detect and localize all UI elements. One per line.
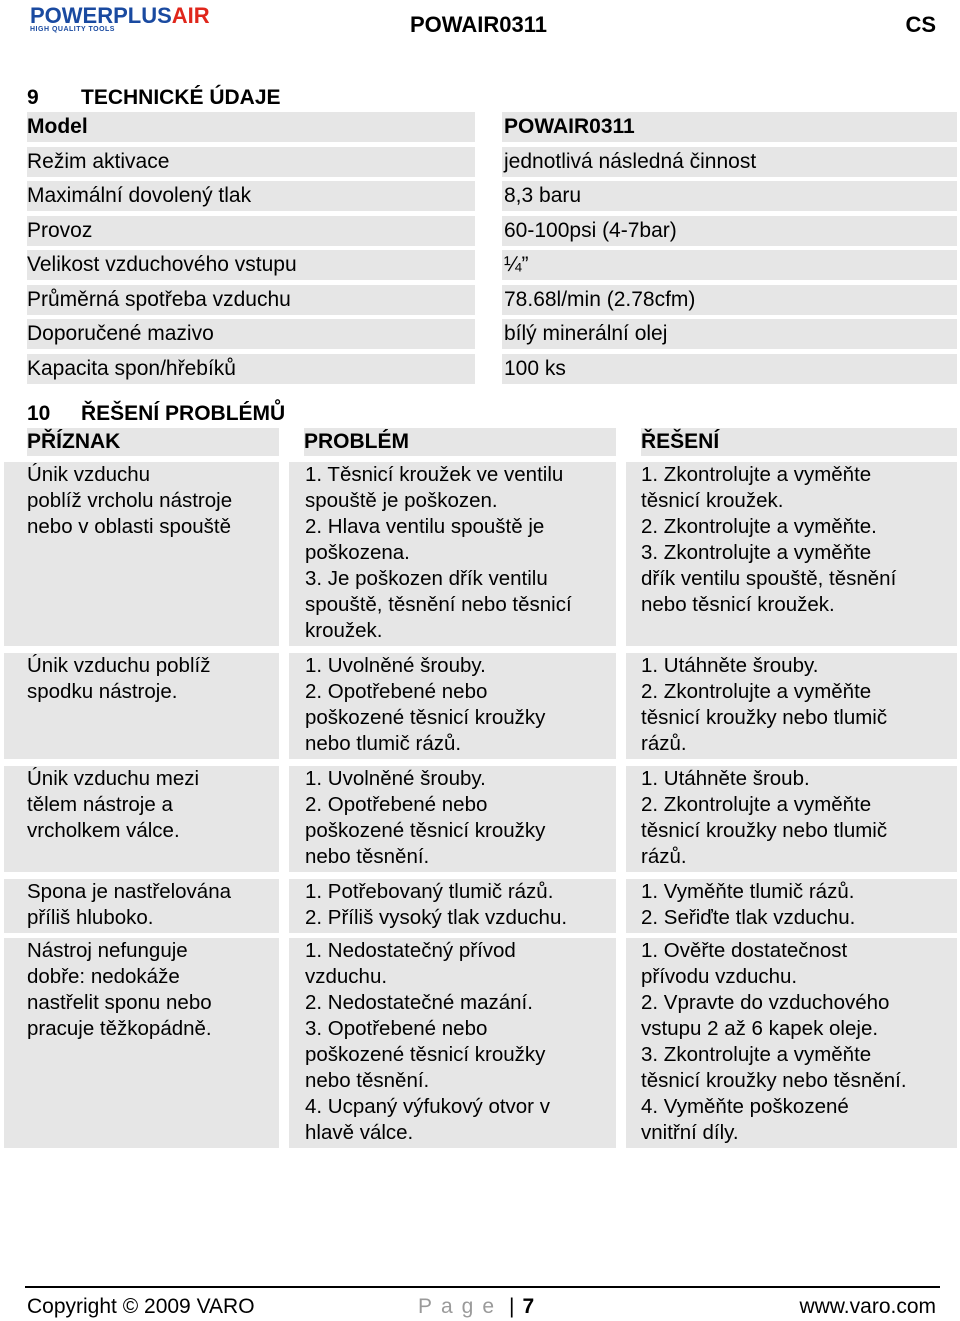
section-10-title: ŘEŠENÍ PROBLÉMŮ <box>81 402 286 425</box>
tech-label: Průměrná spotřeba vzduchu <box>27 285 475 315</box>
problem-cell: 1. Těsnicí kroužek ve ventilu spouště je poškozen. 2. Hlava ventilu spouště je poškozena. 3. Je poškozen dřík ventilu spouště, těsnění nebo těsnicí kroužek. <box>289 462 616 646</box>
tech-value: bílý minerální olej <box>502 319 957 349</box>
column-header-symptom: PŘÍZNAK <box>27 428 279 456</box>
symptom-cell: Spona je nastřelována příliš hluboko. <box>4 879 279 933</box>
tech-value: POWAIR0311 <box>502 112 957 142</box>
logo-tagline: HIGH QUALITY TOOLS <box>30 26 115 33</box>
footer-rule <box>25 1286 940 1288</box>
tech-row <box>27 319 957 349</box>
tech-label: Kapacita spon/hřebíků <box>27 354 475 384</box>
section-10-heading <box>27 402 285 426</box>
header-language: CS <box>905 12 936 37</box>
tech-row <box>27 147 957 177</box>
tech-value: 100 ks <box>502 354 957 384</box>
column-header-solution: ŘEŠENÍ <box>641 428 957 456</box>
problem-cell: 1. Uvolněné šrouby. 2. Opotřebené nebo poškozené těsnicí kroužky nebo těsnění. <box>289 766 616 872</box>
solution-cell: 1. Utáhněte šrouby. 2. Zkontrolujte a vyměňte těsnicí kroužky nebo tlumič rázů. <box>626 653 957 759</box>
section-10-number: 10 <box>27 402 51 425</box>
logo-accent: AIR <box>171 3 210 28</box>
symptom-cell: Únik vzduchu poblíž spodku nástroje. <box>4 653 279 759</box>
troubleshooting-header <box>27 428 957 456</box>
footer-copyright: Copyright © 2009 VARO <box>27 1295 255 1318</box>
solution-cell: 1. Ověřte dostatečnost přívodu vzduchu. 2. Vpravte do vzduchového vstupu 2 až 6 kapek oleje. 3. Zkontrolujte a vyměňte těsnicí kroužky nebo těsnění. 4. Vyměňte poškozené vnitřní díly. <box>626 938 957 1148</box>
tech-row <box>27 250 957 280</box>
page-separator: | <box>509 1295 515 1318</box>
page-number: 7 <box>522 1295 535 1318</box>
symptom-cell: Nástroj nefunguje dobře: nedokáže nastřelit sponu nebo pracuje těžkopádně. <box>4 938 279 1148</box>
tech-row <box>27 354 957 384</box>
solution-cell: 1. Utáhněte šroub. 2. Zkontrolujte a vyměňte těsnicí kroužky nebo tlumič rázů. <box>626 766 957 872</box>
logo-text <box>30 5 230 27</box>
tech-value: ¼” <box>502 250 957 280</box>
tech-row <box>27 285 957 315</box>
tech-value: 78.68l/min (2.78cfm) <box>502 285 957 315</box>
problem-cell: 1. Nedostatečný přívod vzduchu. 2. Nedostatečné mazání. 3. Opotřebené nebo poškozené těsnicí kroužky nebo těsnění. 4. Ucpaný výfukový otvor v hlavě válce. <box>289 938 616 1148</box>
header-model: POWAIR0311 <box>410 12 547 37</box>
section-9-heading <box>27 86 281 110</box>
section-9-title: TECHNICKÉ ÚDAJE <box>81 86 281 109</box>
problem-cell: 1. Uvolněné šrouby. 2. Opotřebené nebo poškozené těsnicí kroužky nebo tlumič rázů. <box>289 653 616 759</box>
tech-value: jednotlivá následná činnost <box>502 147 957 177</box>
solution-cell: 1. Vyměňte tlumič rázů. 2. Seřiďte tlak vzduchu. <box>626 879 957 933</box>
logo-main: POWERPLUS <box>30 3 172 28</box>
symptom-cell: Únik vzduchu poblíž vrcholu nástroje nebo v oblasti spouště <box>4 462 279 646</box>
brand-logo <box>30 5 230 35</box>
tech-row <box>27 112 957 142</box>
page-word: Page <box>418 1295 504 1318</box>
column-header-problem: PROBLÉM <box>304 428 616 456</box>
section-9-number: 9 <box>27 86 39 109</box>
symptom-cell: Únik vzduchu mezi tělem nástroje a vrcholkem válce. <box>4 766 279 872</box>
tech-row <box>27 216 957 246</box>
solution-cell: 1. Zkontrolujte a vyměňte těsnicí kroužek. 2. Zkontrolujte a vyměňte. 3. Zkontrolujte a vyměňte dřík ventilu spouště, těsnění nebo těsnicí kroužek. <box>626 462 957 646</box>
tech-label: Provoz <box>27 216 475 246</box>
tech-label: Režim aktivace <box>27 147 475 177</box>
tech-value: 60-100psi (4-7bar) <box>502 216 957 246</box>
tech-value: 8,3 baru <box>502 181 957 211</box>
footer-page-indicator <box>418 1295 534 1319</box>
tech-specs-table <box>27 112 957 388</box>
footer-website: www.varo.com <box>799 1295 936 1318</box>
tech-label: Velikost vzduchového vstupu <box>27 250 475 280</box>
tech-label: Doporučené mazivo <box>27 319 475 349</box>
tech-label: Model <box>27 112 475 142</box>
problem-cell: 1. Potřebovaný tlumič rázů. 2. Příliš vysoký tlak vzduchu. <box>289 879 616 933</box>
tech-row <box>27 181 957 211</box>
tech-label: Maximální dovolený tlak <box>27 181 475 211</box>
